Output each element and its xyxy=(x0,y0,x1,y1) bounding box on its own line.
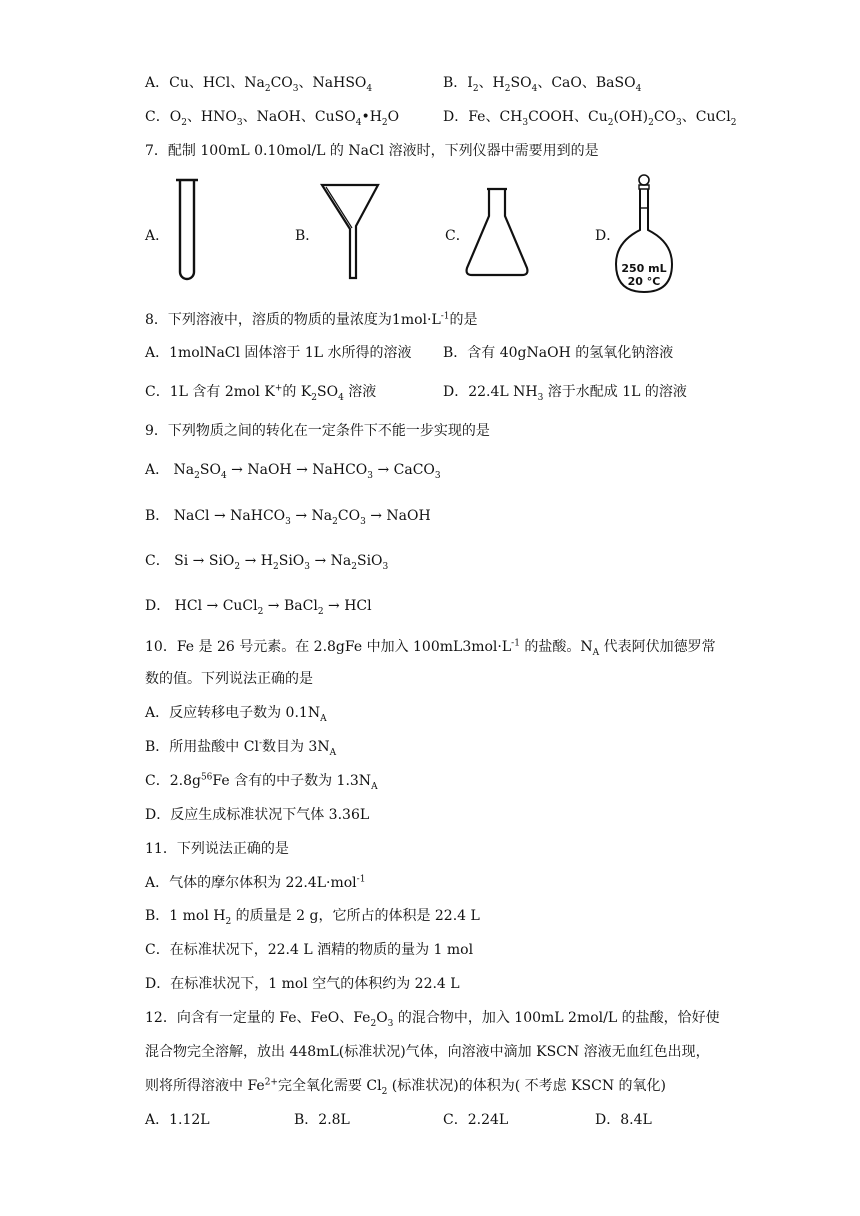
q8-stem: 8．下列溶液中，溶质的物质的量浓度为$1mol\cdot L^{-1}$的是 xyxy=(145,311,478,328)
q6-option-c: C．$O_2$、$HNO_3$、NaOH、$CuSO_4•H_2O$ xyxy=(145,109,400,128)
q10-option-a: A．反应转移电子数为 $0.1N_A$ xyxy=(145,705,327,724)
q12-stem-line3: 则将所得溶液中 $Fe^{2+}$完全氧化需要 $Cl_2$ (标准状况)的体积为( 不考虑 KSCN 的氧化) xyxy=(145,1077,667,1097)
q12-option-c: C．2.24L xyxy=(443,1112,509,1128)
q7-label-d: D． xyxy=(595,228,621,244)
q12-stem-line2: 混合物完全溶解，放出 448mL(标准状况)气体，向溶液中滴加 KSCN 溶液无血红色出现， xyxy=(145,1044,710,1060)
flask-temperature-label: 20 °C xyxy=(627,275,661,288)
q7-stem: 7．配制 100mL 0.10mol/L 的 NaCl 溶液时，下列仪器中需要用到的是 xyxy=(145,143,599,159)
funnel-icon xyxy=(318,182,382,282)
q9-option-a: A． $Na_2SO_4$ → NaOH → NaHCO$_3$ → CaCO$_3$ xyxy=(145,462,441,481)
q6-option-b: B．$I_2$、$H_2SO_4$、CaO、BaSO$_4$ xyxy=(443,75,642,94)
q12-stem-line1: 12．向含有一定量的 Fe、FeO、$Fe_2O_3$ 的混合物中，加入 100mL 2mol/L 的盐酸，恰好使 xyxy=(145,1010,720,1029)
q7-label-c: C． xyxy=(445,228,470,244)
q12-option-a: A．1.12L xyxy=(145,1112,210,1128)
test-tube-icon xyxy=(172,176,202,288)
q7-label-a: A． xyxy=(145,228,170,244)
q8-option-c: C．1L 含有 2mol K+的 $K_2SO_4$ 溶液 xyxy=(145,383,377,403)
q7-label-b: B． xyxy=(295,228,320,244)
q9-option-c: C． $Si \to SiO_2 \to H_2SiO_3 \to Na_2SiO_3$ xyxy=(145,553,389,572)
q11-option-a: A．气体的摩尔体积为 22.4L·mol$^{-1}$ xyxy=(145,874,366,891)
q10-option-c: C．$2.8g^{56}Fe$ 含有的中子数为 $1.3N_A$ xyxy=(145,772,378,792)
q9-option-d: D． HCl → CuCl$_2$ → BaCl$_2$ → HCl xyxy=(145,598,372,617)
q10-stem-line2: 数的值。下列说法正确的是 xyxy=(145,671,313,687)
q11-option-d: D．在标准状况下，1 mol 空气的体积约为 22.4 L xyxy=(145,976,460,992)
q10-option-b: B．所用盐酸中 Cl-数目为 $3N_A$ xyxy=(145,738,337,758)
q6-option-d: D．Fe、$CH_3COOH$、$Cu_2(OH)_2CO_3$、CuCl$_2$ xyxy=(443,109,737,128)
q12-option-d: D．8.4L xyxy=(595,1112,652,1128)
q9-stem: 9．下列物质之间的转化在一定条件下不能一步实现的是 xyxy=(145,423,490,439)
q10-stem-line1: 10．Fe 是 26 号元素。在 2.8gFe 中加入 $100mL3mol\cdot L^{-1}$ 的盐酸。$N_A$ 代表阿伏加德罗常 xyxy=(145,638,716,658)
q11-option-b: B．1 mol $H_2$ 的质量是 2 g，它所占的体积是 22.4 L xyxy=(145,908,480,927)
q6-option-a: A．Cu、HCl、$Na_2CO_3$、NaHSO$_4$ xyxy=(145,75,373,94)
flask-marking xyxy=(614,262,674,288)
q11-stem: 11．下列说法正确的是 xyxy=(145,841,289,857)
q10-option-d: D．反应生成标准状况下气体 3.36L xyxy=(145,807,370,823)
q11-option-c: C．在标准状况下，22.4 L 酒精的物质的量为 1 mol xyxy=(145,942,474,958)
q8-option-b: B．含有 40gNaOH 的氢氧化钠溶液 xyxy=(443,345,674,361)
q8-option-d: D．22.4L $NH_3$ 溶于水配成 1L 的溶液 xyxy=(443,384,687,403)
q9-option-b: B． NaCl → NaHCO$_3$ → $Na_2CO_3$ → NaOH xyxy=(145,508,431,527)
conical-flask-icon xyxy=(462,186,532,280)
flask-volume-label: 250 mL xyxy=(621,262,667,275)
q8-option-a: A．1molNaCl 固体溶于 1L 水所得的溶液 xyxy=(145,345,412,361)
q12-option-b: B．2.8L xyxy=(294,1112,350,1128)
